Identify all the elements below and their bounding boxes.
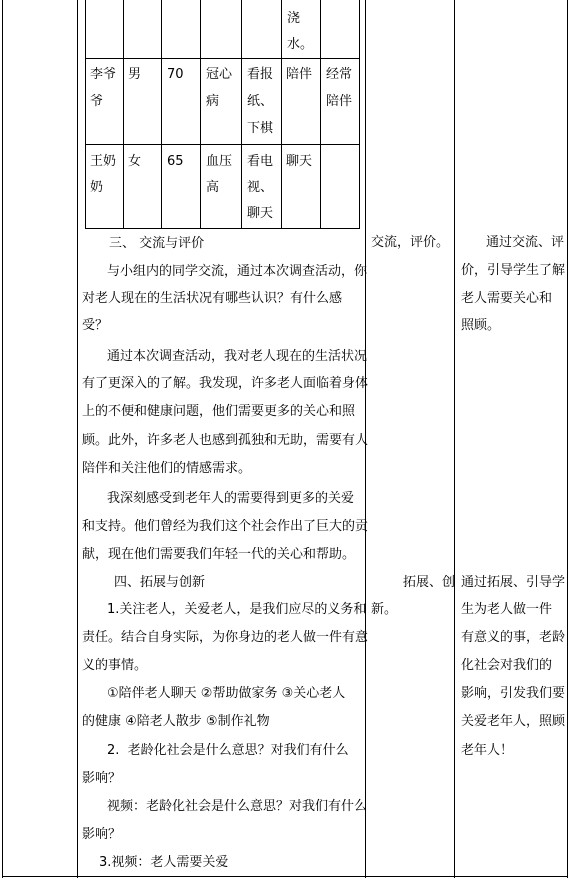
section4-q2-line2: 影响？ [82, 771, 122, 786]
row2-hobby-line2: 视、 [247, 180, 274, 195]
row1-gender: 男 [128, 67, 142, 82]
row2-hobby-line1: 看电 [247, 154, 274, 169]
survey-col-4 [200, 0, 201, 228]
section3-answer-line5: 陪伴和关注他们的情感需求。 [82, 461, 252, 476]
row1-age: 70 [167, 67, 184, 82]
section4-heading: 四、拓展与创新 [114, 575, 206, 590]
survey-table-right [359, 0, 360, 228]
section3-feeling-line1: 我深刻感受到老年人的需要得到更多的关爱 [107, 491, 355, 506]
section4-intent-line3: 有意义的事，老龄 [461, 630, 566, 645]
survey-col-2 [123, 0, 124, 228]
section3-intent-line4: 照顾。 [461, 318, 501, 333]
row2-disease-line1: 血压 [206, 154, 233, 169]
row1-name-line1: 李爷 [90, 67, 117, 82]
section3-heading: 三、 交流与评价 [109, 236, 205, 251]
section3-feeling-line2: 和支持。他们曾经为我们这个社会作出了巨大的贡 [82, 519, 369, 534]
section4-q1-line2: 责任。结合自身实际，为你身边的老人做一件有意 [82, 630, 369, 645]
section4-intent-line2: 生为老人做一件 [461, 602, 553, 617]
section4-options-line2: 的健康 ④陪老人散步 ⑤制作礼物 [82, 714, 270, 729]
column-divider-1 [77, 0, 78, 878]
section4-intent-line1: 通过拓展、引导学 [461, 575, 566, 590]
partial-help-tail: 水。 [287, 37, 314, 52]
partial-hobby-tail: 浇 [287, 11, 301, 26]
survey-row-line-3 [85, 228, 360, 229]
section3-question-line2: 对老人现在的生活状况有哪些认识？有什么感 [82, 291, 343, 306]
section3-answer-line3: 上的不便和健康问题，他们需要更多的关心和照 [82, 404, 356, 419]
row2-age: 65 [167, 154, 184, 169]
section3-feeling-line3: 献，现在他们需要我们年轻一代的关心和帮助。 [82, 547, 356, 562]
section4-q1-line1: 1.关注老人，关爱老人，是我们应尽的义务和 [107, 602, 367, 617]
survey-table-left [85, 0, 86, 228]
outer-right-border [567, 0, 568, 878]
survey-col-6 [281, 0, 282, 228]
section3-answer-line1: 通过本次调查活动，我对老人现在的生活状况 [107, 349, 368, 364]
section3-intent-line1: 通过交流、评 [486, 235, 565, 250]
section4-student-line1: 拓展、创 [403, 575, 456, 590]
section4-intent-line4: 化社会对我们的 [461, 658, 553, 673]
section3-intent-line3: 老人需要关心和 [461, 291, 553, 306]
row2-disease-line2: 高 [206, 180, 220, 195]
section3-question-line3: 受？ [82, 318, 109, 333]
section4-q1-line3: 义的事情。 [82, 658, 148, 673]
section4-intent-line7: 老年人！ [461, 743, 514, 758]
section4-video-line2: 影响？ [82, 827, 122, 842]
section3-intent-line2: 价，引导学生了解 [461, 263, 566, 278]
row1-hobby-line1: 看报 [247, 67, 274, 82]
row1-wish-line2: 陪伴 [326, 94, 353, 109]
survey-col-5 [241, 0, 242, 228]
row1-name-line2: 爷 [90, 94, 104, 109]
row2-name-line2: 奶 [90, 180, 104, 195]
section4-q2-line1: 2. 老龄化社会是什么意思？对我们有什么 [107, 743, 349, 758]
section3-answer-line4: 顾。此外，许多老人也感到孤独和无助，需要有人 [82, 433, 369, 448]
section4-options-line1: ①陪伴老人聊天 ②帮助做家务 ③关心老人 [107, 686, 346, 701]
row2-help: 聊天 [286, 154, 313, 169]
section4-video-line1: 视频：老龄化社会是什么意思？对我们有什么 [107, 799, 368, 814]
row2-hobby-line3: 聊天 [247, 206, 274, 221]
section4-q3: 3.视频：老人需要关爱 [99, 855, 229, 870]
section4-student-line2: 新。 [371, 602, 398, 617]
survey-row-line-2 [85, 144, 360, 145]
outer-left-border [2, 0, 3, 878]
column-divider-3 [454, 0, 455, 878]
row1-hobby-line2: 纸、 [247, 94, 274, 109]
row1-hobby-line3: 下棋 [247, 121, 274, 136]
section4-intent-line5: 影响，引发我们要 [461, 686, 566, 701]
row1-wish-line1: 经常 [326, 67, 353, 82]
outer-bottom-border [2, 876, 568, 877]
row1-disease-line2: 病 [206, 94, 220, 109]
section3-question-line1: 与小组内的同学交流，通过本次调查活动，你 [107, 264, 368, 279]
row1-help: 陪伴 [286, 67, 313, 82]
survey-row-line-1 [85, 58, 360, 59]
section3-answer-line2: 有了更深入的了解。我发现，许多老人面临着身体 [82, 376, 369, 391]
section4-intent-line6: 关爱老年人，照顾 [461, 714, 566, 729]
row2-name-line1: 王奶 [90, 154, 117, 169]
section3-student-activity: 交流，评价。 [371, 235, 450, 250]
survey-col-3 [161, 0, 162, 228]
row1-disease-line1: 冠心 [206, 67, 233, 82]
row2-gender: 女 [128, 154, 142, 169]
survey-col-7 [320, 0, 321, 228]
